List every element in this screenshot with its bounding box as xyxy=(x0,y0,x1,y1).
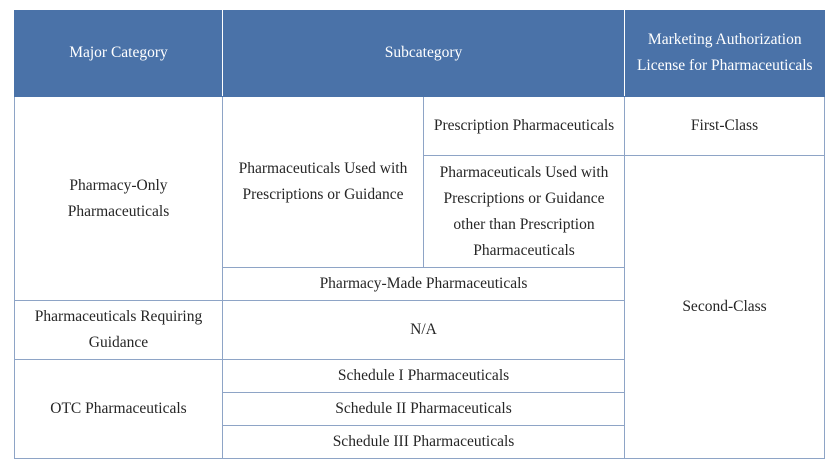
major-pharmacy-only: Pharmacy-Only Pharmaceuticals xyxy=(15,97,223,301)
license-second-class: Second-Class xyxy=(625,156,825,459)
header-row xyxy=(15,10,825,97)
major-requiring-guidance: Pharmaceuticals Requiring Guidance xyxy=(15,301,223,360)
sub-schedule-2: Schedule II Pharmaceuticals xyxy=(223,393,625,426)
sub-na: N/A xyxy=(223,301,625,360)
sub-used-with-prescriptions: Pharmaceuticals Used with Prescriptions or Guidance xyxy=(223,97,424,268)
table-row xyxy=(15,97,825,156)
sub-pharmacy-made: Pharmacy-Made Pharmaceuticals xyxy=(223,268,625,301)
sub-schedule-1: Schedule I Pharmaceuticals xyxy=(223,360,625,393)
sub-other-than-prescription: Pharmaceuticals Used with Prescriptions or Guidance other than Prescription Pharmaceuticals xyxy=(424,156,625,268)
header-license: Marketing Authorization License for Pharmaceuticals xyxy=(625,10,825,97)
sub-schedule-3: Schedule III Pharmaceuticals xyxy=(223,426,625,459)
sub-prescription: Prescription Pharmaceuticals xyxy=(424,97,625,156)
pharmaceutical-classification-table xyxy=(14,10,825,459)
header-major-category: Major Category xyxy=(15,10,223,97)
header-subcategory: Subcategory xyxy=(223,10,625,97)
license-first-class: First-Class xyxy=(625,97,825,156)
major-otc: OTC Pharmaceuticals xyxy=(15,360,223,459)
